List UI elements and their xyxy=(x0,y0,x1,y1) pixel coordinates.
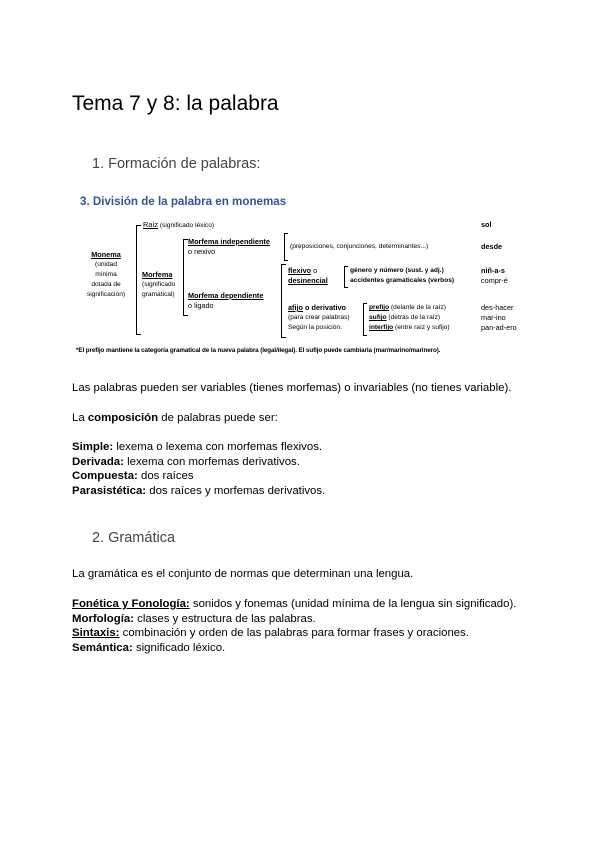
dependiente-label: Morfema dependiente xyxy=(188,291,264,300)
flexivo-o: o xyxy=(311,266,318,275)
flexivo-label: flexivo xyxy=(288,266,312,275)
list-item xyxy=(72,484,325,499)
independiente-block xyxy=(188,237,270,257)
type-term: Simple: xyxy=(72,441,114,453)
raiz-row xyxy=(143,220,214,231)
list-item xyxy=(72,469,325,484)
grammar-list xyxy=(72,597,516,655)
independiente-example: desde xyxy=(481,242,503,251)
dependiente-bracket xyxy=(281,264,286,338)
diagram-title: 3. División de la palabra en monemas xyxy=(80,195,287,208)
afijo-rest: o derivativo xyxy=(303,303,346,312)
independiente-desc: (preposiciones, conjunciones, determinantes...) xyxy=(290,243,429,250)
section-2-heading xyxy=(92,530,175,546)
composicion-post: de palabras puede ser: xyxy=(158,412,278,424)
prefijo-desc: (delante de la raíz) xyxy=(389,304,446,311)
raiz-note: (significado léxico) xyxy=(158,222,215,229)
grammar-term: Sintaxis: xyxy=(72,627,120,639)
independiente-label: Morfema independiente xyxy=(188,237,270,246)
interfijo-label: interfijo xyxy=(369,324,394,331)
interfijo-example: pan-ad-ero xyxy=(481,323,517,332)
interfijo-desc: (entre raíz y sufijo) xyxy=(393,324,450,331)
paragraph-composicion xyxy=(72,412,278,424)
sufijo-desc: (detrás de la raíz) xyxy=(386,314,441,321)
type-term: Compuesta: xyxy=(72,470,138,482)
sufijo-example: mar-ino xyxy=(481,313,506,322)
monema-block xyxy=(78,250,134,300)
grammar-desc: clases y estructura de las palabras. xyxy=(134,612,316,625)
flexivo-examples xyxy=(481,266,508,286)
grammar-term: Semántica: xyxy=(72,641,133,654)
grammar-desc: sonidos y fonemas (unidad mínima de la lengua sin significado). xyxy=(189,598,517,610)
type-desc: lexema o lexema con morfemas flexivos. xyxy=(113,441,323,453)
list-item xyxy=(72,440,325,455)
afijo-desc-2: Según la posición: xyxy=(288,324,342,331)
list-item xyxy=(72,597,516,612)
composition-types-list xyxy=(72,440,325,498)
monema-bracket xyxy=(136,225,141,335)
type-term: Derivada: xyxy=(72,455,124,468)
morfema-desc-2: gramatical) xyxy=(142,291,175,298)
list-item xyxy=(72,626,516,641)
section-1-heading xyxy=(92,156,260,172)
flexivo-bracket xyxy=(344,266,348,288)
independiente-bracket xyxy=(284,233,288,261)
section-1-title: Formación de palabras: xyxy=(108,156,261,172)
list-item xyxy=(72,455,325,470)
prefijo-label: prefijo xyxy=(369,304,390,311)
section-1-number: 1. xyxy=(92,156,105,172)
page-title: Tema 7 y 8: la palabra xyxy=(72,92,279,115)
grammar-desc: combinación y orden de las palabras para formar frases y oraciones. xyxy=(119,627,469,639)
list-item xyxy=(72,612,516,627)
afijo-desc-1: (para crear palabras) xyxy=(288,314,350,321)
monema-desc-2: mínima xyxy=(95,271,117,278)
composicion-pre: La xyxy=(72,412,88,424)
monema-desc-4: significación) xyxy=(86,291,126,298)
desinencial-label: desinencial xyxy=(288,276,328,285)
afijo-block xyxy=(288,303,350,333)
prefijo-example: des-hacer xyxy=(481,303,514,312)
type-term: Parasistética: xyxy=(72,484,147,497)
monema-label: Monema xyxy=(91,250,121,259)
flexivo-desc-1: género y número (sust. y adj.) xyxy=(350,267,444,274)
flexivo-desc xyxy=(350,266,454,286)
afijo-bracket xyxy=(363,303,367,336)
flexivo-example-1: niñ-a-s xyxy=(481,266,505,275)
dependiente-sub: o ligado xyxy=(188,301,214,310)
sufijo-label: sufijo xyxy=(369,314,387,321)
flexivo-block xyxy=(288,266,328,286)
flexivo-desc-2: accidentes gramaticales (verbos) xyxy=(350,277,455,284)
paragraph-variables: Las palabras pueden ser variables (tienes morfemas) o invariables (no tienes variable). xyxy=(72,382,512,394)
monema-desc-3: dotada de xyxy=(91,281,121,288)
afijo-types xyxy=(369,303,450,333)
morfema-desc-1: (significado xyxy=(142,281,176,288)
afijo-label: afijo xyxy=(288,303,303,312)
grammar-desc: significado léxico. xyxy=(132,641,226,654)
type-desc: dos raíces y morfemas derivativos. xyxy=(146,484,326,497)
section-2-number: 2. xyxy=(92,530,105,546)
monema-diagram xyxy=(76,192,536,362)
diagram-footnote: *El prefijo mantiene la categoría gramatical de la nueva palabra (legal/ilegal). El sufijo puede cambiarla (mar/marino/marinero). xyxy=(76,347,441,354)
paragraph-gramatica: La gramática es el conjunto de normas que determinan una lengua. xyxy=(72,568,414,580)
monema-desc-1: (unidad xyxy=(95,261,117,268)
type-desc: dos raíces xyxy=(137,470,194,482)
section-2-title: Gramática xyxy=(108,530,176,546)
afijo-examples xyxy=(481,303,517,333)
independiente-sub: o nexivo xyxy=(188,247,216,256)
grammar-term: Morfología: xyxy=(72,612,135,625)
raiz-label: Raíz xyxy=(143,220,159,229)
morfema-label: Morfema xyxy=(142,270,173,279)
list-item xyxy=(72,641,516,656)
composicion-bold: composición xyxy=(87,412,159,424)
flexivo-example-2: compr-é xyxy=(481,276,508,285)
type-desc: lexema con morfemas derivativos. xyxy=(123,455,300,468)
dependiente-block xyxy=(188,291,263,311)
raiz-example: sol xyxy=(481,220,492,229)
morfema-block xyxy=(142,270,175,300)
grammar-term: Fonética y Fonología: xyxy=(72,598,190,610)
